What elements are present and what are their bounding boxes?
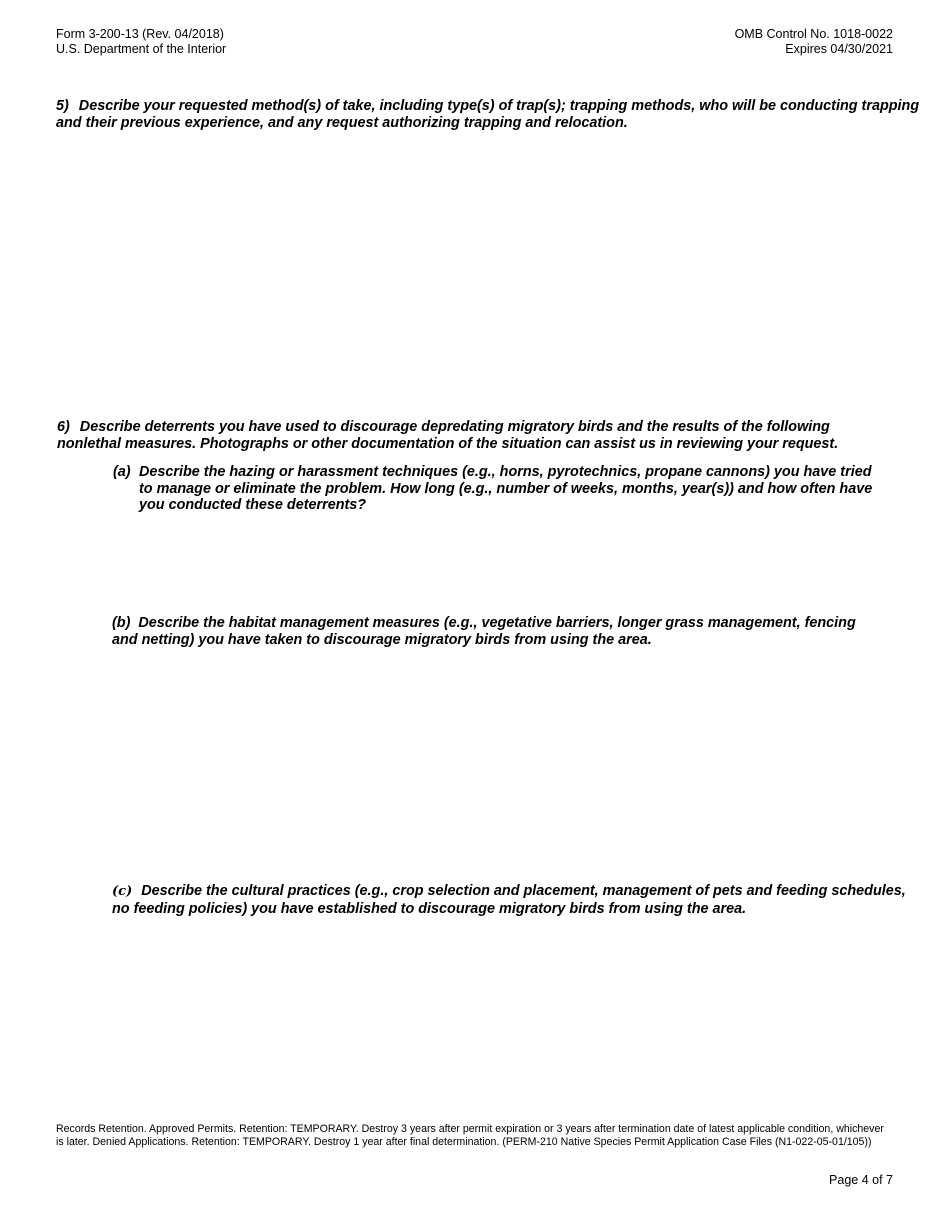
- form-number: Form 3-200-13 (Rev. 04/2018): [56, 27, 224, 41]
- question-5-number: 5): [56, 98, 69, 114]
- form-header-right: [735, 27, 893, 57]
- question-6-number: 6): [57, 419, 70, 435]
- expiration-date: Expires 04/30/2021: [785, 42, 893, 56]
- question-6-text: Describe deterrents you have used to discourage depredating migratory birds and the results of the following nonlethal measures. Photographs or other documentation of the situation can assist us in reviewing your request.: [57, 419, 839, 452]
- question-5-response-area[interactable]: [56, 136, 894, 406]
- question-6a-label: (a): [113, 464, 131, 480]
- question-6b-label: (b): [112, 615, 131, 631]
- question-6a-text: Describe the hazing or harassment techniques (e.g., horns, pyrotechnics, propane cannons) you have tried to manage or eliminate the problem. How long (e.g., number of weeks, months, year(s)) and how often have you conducted these deterrents?: [139, 464, 873, 513]
- question-6b-text: Describe the habitat management measures (e.g., vegetative barriers, longer grass management, fencing and netting) you have taken to discourage migratory birds from using the area.: [112, 615, 856, 648]
- question-5-text: Describe your requested method(s) of take, including type(s) of trap(s); trapping methods, who will be conducting trapping and their previous experience, and any request authorizing trapping and relocation.: [56, 98, 920, 131]
- form-header-left: [56, 27, 226, 57]
- page-number: Page 4 of 7: [829, 1173, 893, 1187]
- question-6c-response-area[interactable]: [112, 920, 894, 1110]
- question-6a-response-area[interactable]: [139, 518, 894, 608]
- omb-control-number: OMB Control No. 1018-0022: [734, 27, 893, 41]
- question-6c-label: (c): [112, 884, 133, 899]
- question-6c-text: Describe the cultural practices (e.g., crop selection and placement, management of pets and feeding schedules, no feeding policies) you have established to discourage migratory birds from using the area.: [112, 883, 906, 917]
- question-6c: [112, 883, 907, 917]
- records-retention-note: Records Retention. Approved Permits. Retention: TEMPORARY. Destroy 3 years after permit expiration or 3 years after termination date of latest applicable condition, whichever is later. Denied Applications. Retention: TEMPORARY. Destroy 1 year after final determination. (PERM-210 Native Species Permit Application Case Files (N1-022-05-01/105)): [56, 1123, 884, 1148]
- question-6b: [112, 615, 877, 648]
- question-6a: [113, 464, 873, 514]
- agency-name: U.S. Department of the Interior: [56, 42, 227, 56]
- question-6: [57, 419, 887, 453]
- question-6b-response-area[interactable]: [112, 652, 894, 872]
- question-5: [56, 98, 926, 132]
